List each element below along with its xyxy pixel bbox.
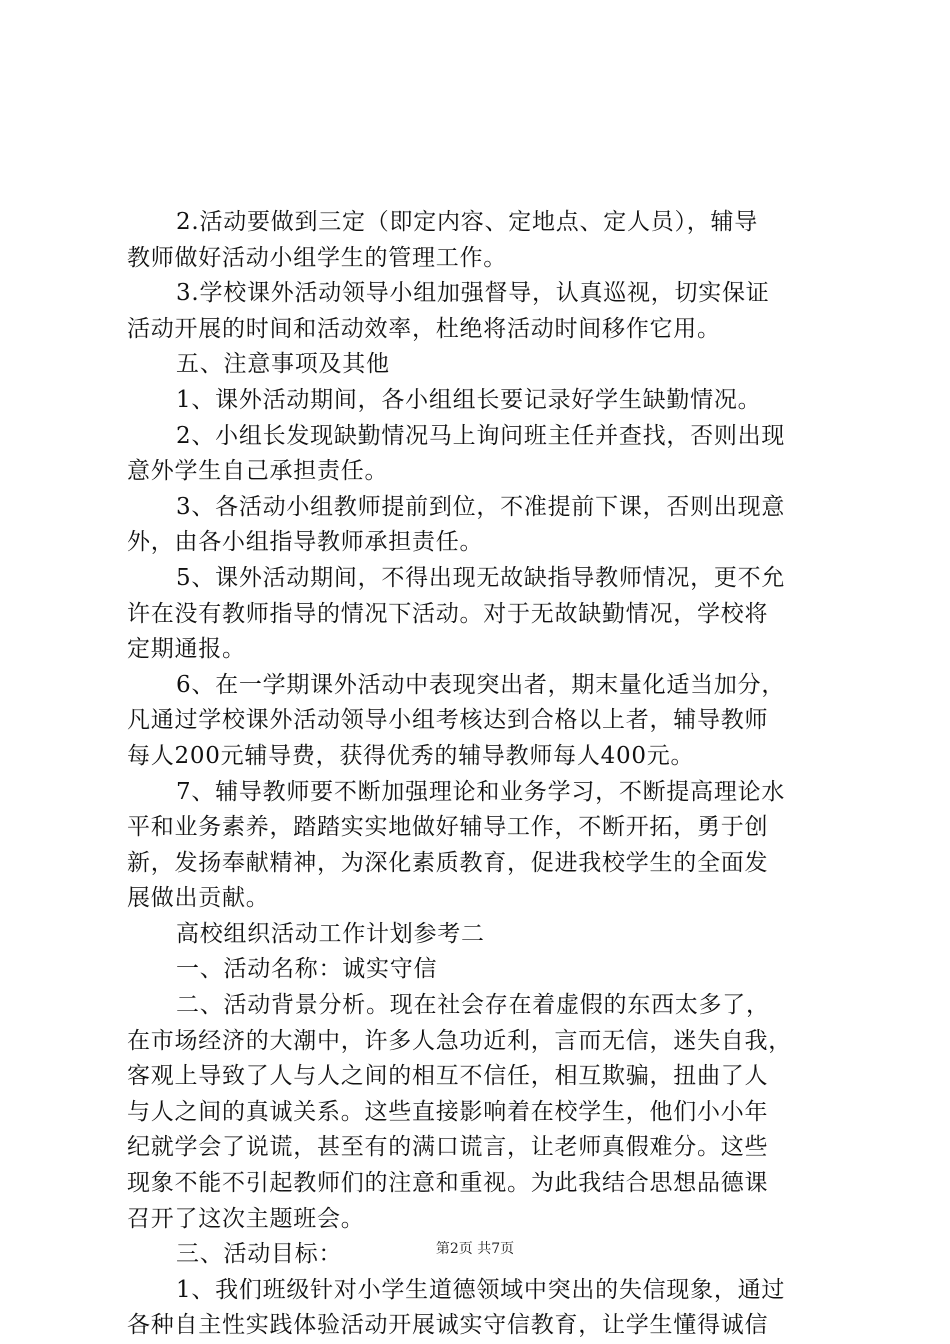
paragraph-line: 与人之间的真诚关系。这些直接影响着在校学生，他们小小年 bbox=[127, 1098, 769, 1125]
paragraph-line: 7、辅导教师要不断加强理论和业务学习，不断提高理论水 bbox=[176, 778, 786, 805]
paragraph-line: 展做出贡献。 bbox=[127, 885, 270, 912]
paragraph-line: 现象不能不引起教师们的注意和重视。为此我结合思想品德课 bbox=[127, 1170, 769, 1197]
paragraph-line: 各种自主性实践体验活动开展诚实守信教育，让学生懂得诚信 bbox=[127, 1312, 769, 1339]
section-title: 高校组织活动工作计划参考二 bbox=[176, 920, 485, 947]
paragraph-line: 2、小组长发现缺勤情况马上询问班主任并查找，否则出现 bbox=[176, 422, 786, 449]
section-heading: 五、注意事项及其他 bbox=[176, 351, 390, 378]
paragraph-line: 5、课外活动期间，不得出现无故缺指导教师情况，更不允 bbox=[176, 564, 786, 591]
section-heading: 一、活动名称：诚实守信 bbox=[176, 956, 438, 983]
paragraph-line: 活动开展的时间和活动效率，杜绝将活动时间移作它用。 bbox=[127, 315, 721, 342]
paragraph-line: 客观上导致了人与人之间的相互不信任，相互欺骗，扭曲了人 bbox=[127, 1063, 769, 1090]
paragraph-line: 1、我们班级针对小学生道德领域中突出的失信现象，通过 bbox=[176, 1276, 786, 1303]
paragraph-line: 纪就学会了说谎，甚至有的满口谎言，让老师真假难分。这些 bbox=[127, 1134, 769, 1161]
section-heading: 三、活动目标： bbox=[176, 1241, 343, 1268]
paragraph-line: 平和业务素养，踏踏实实地做好辅导工作，不断开拓，勇于创 bbox=[127, 814, 769, 841]
paragraph-line: 新，发扬奉献精神，为深化素质教育，促进我校学生的全面发 bbox=[127, 849, 769, 876]
paragraph-line: 3、各活动小组教师提前到位，不准提前下课，否则出现意 bbox=[176, 493, 786, 520]
paragraph-line: 教师做好活动小组学生的管理工作。 bbox=[127, 244, 507, 271]
paragraph-line: 凡通过学校课外活动领导小组考核达到合格以上者，辅导教师 bbox=[127, 707, 769, 734]
paragraph-line: 6、在一学期课外活动中表现突出者，期末量化适当加分， bbox=[176, 671, 786, 698]
paragraph-line: 意外学生自己承担责任。 bbox=[127, 458, 389, 485]
paragraph-line: 外，由各小组指导教师承担责任。 bbox=[127, 529, 484, 556]
page-number-footer: 第2页 共7页 bbox=[435, 1241, 515, 1257]
paragraph-line: 二、活动背景分析。现在社会存在着虚假的东西太多了， bbox=[176, 992, 770, 1019]
paragraph-line: 在市场经济的大潮中，许多人急功近利，言而无信，迷失自我， bbox=[127, 1027, 792, 1054]
paragraph-line: 许在没有教师指导的情况下活动。对于无故缺勤情况，学校将 bbox=[127, 600, 769, 627]
paragraph-line: 3.学校课外活动领导小组加强督导，认真巡视，切实保证 bbox=[176, 280, 770, 307]
paragraph-line: 2.活动要做到三定（即定内容、定地点、定人员），辅导 bbox=[176, 209, 758, 235]
paragraph-line: 定期通报。 bbox=[127, 636, 246, 663]
document-body bbox=[127, 205, 833, 1344]
paragraph-line: 召开了这次主题班会。 bbox=[127, 1205, 365, 1232]
paragraph-line: 每人200元辅导费，获得优秀的辅导教师每人400元。 bbox=[127, 742, 695, 769]
paragraph-line: 1、课外活动期间，各小组组长要记录好学生缺勤情况。 bbox=[176, 386, 762, 413]
